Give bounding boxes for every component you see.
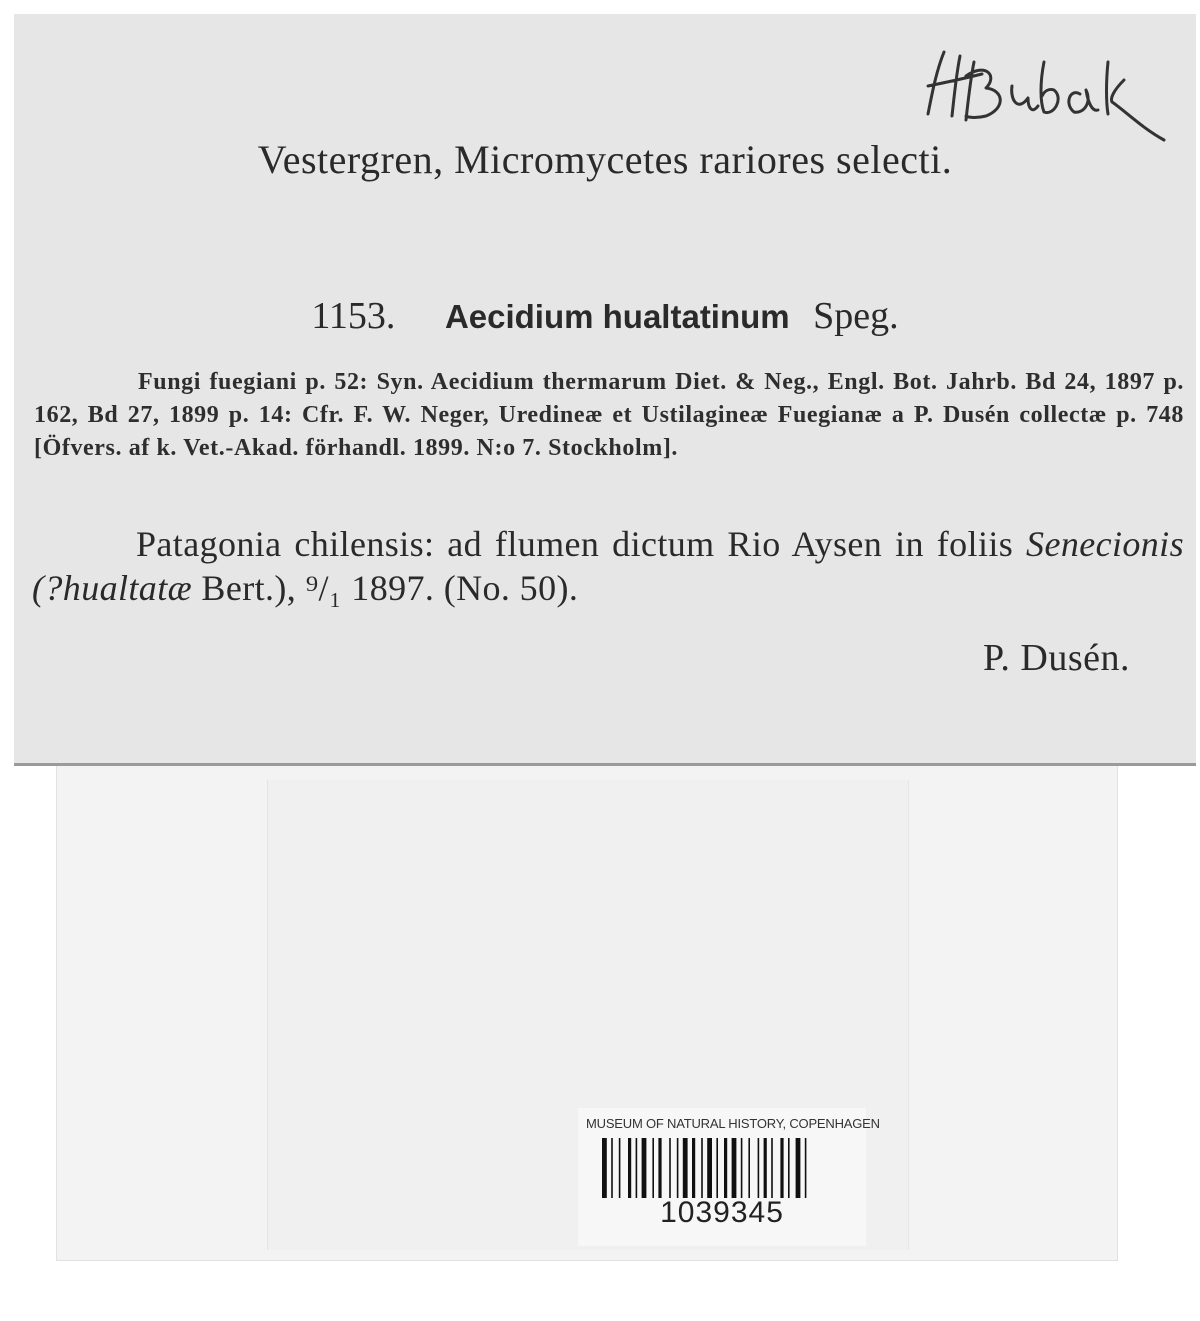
barcode-stripe	[764, 1138, 767, 1198]
species-heading	[14, 294, 1196, 338]
exsiccata-number: 1153.	[311, 295, 396, 337]
barcode-stripe	[652, 1138, 654, 1198]
barcode-stripe	[732, 1138, 737, 1198]
barcode-stripe	[707, 1138, 712, 1198]
locality-part2: Bert.), ⁹/₁ 1897. (No. 50).	[201, 568, 579, 608]
species-author: Speg.	[813, 295, 899, 337]
literature-citation: Fungi fuegiani p. 52: Syn. Aecidium thermarum Diet. & Neg., Engl. Bot. Jahrb. Bd 24, 1897 p. 162, Bd 27, 1899 p. 14: Cfr. F. W. Neger, Uredineæ et Ustilagineæ Fuegianæ a P. Dusén collectæ p. 748 [Öfvers. af k. Vet.-Akad. förhandl. 1899. N:o 7. Stockholm].	[34, 369, 1184, 461]
barcode-label	[578, 1108, 880, 1246]
host-name: Senecionis (?hualtatæ	[32, 524, 1184, 608]
barcode-stripe	[677, 1138, 679, 1198]
barcode-stripe	[771, 1138, 773, 1198]
locality-part1: Patagonia chilensis: ad flumen dictum Rio Aysen in foliis	[136, 524, 1014, 564]
species-name: Aecidium hualtatinum	[444, 298, 790, 335]
barcode-stripe	[716, 1138, 718, 1198]
barcode-header: MUSEUM OF NATURAL HISTORY, COPENHAGEN	[586, 1116, 880, 1131]
barcode-icon	[602, 1138, 842, 1198]
series-title: Vestergren, Micromycetes rariores selecti.	[257, 137, 953, 182]
barcode-stripe	[619, 1138, 621, 1198]
locality-text	[32, 522, 1184, 610]
barcode-stripe	[741, 1138, 743, 1198]
barcode-stripe	[748, 1138, 750, 1198]
barcode-stripe	[642, 1138, 647, 1198]
barcode-stripe	[758, 1138, 760, 1198]
barcode-stripe	[692, 1138, 695, 1198]
specimen-label	[14, 14, 1196, 766]
barcode-stripe	[669, 1138, 671, 1198]
barcode-stripe	[796, 1138, 801, 1198]
barcode-stripe	[788, 1138, 790, 1198]
barcode-stripe	[701, 1138, 703, 1198]
barcode-stripe	[611, 1138, 613, 1198]
barcode-number: 1039345	[660, 1196, 784, 1229]
barcode-stripe	[683, 1138, 688, 1198]
barcode-stripe	[602, 1138, 607, 1198]
barcode-stripe	[780, 1138, 783, 1198]
barcode-stripe	[658, 1138, 661, 1198]
barcode-stripe	[628, 1138, 631, 1198]
collector-name: P. Dusén.	[982, 637, 1130, 679]
barcode-stripe	[805, 1138, 807, 1198]
barcode-stripe	[636, 1138, 638, 1198]
barcode-stripe	[724, 1138, 727, 1198]
handwritten-signature	[914, 32, 1184, 142]
